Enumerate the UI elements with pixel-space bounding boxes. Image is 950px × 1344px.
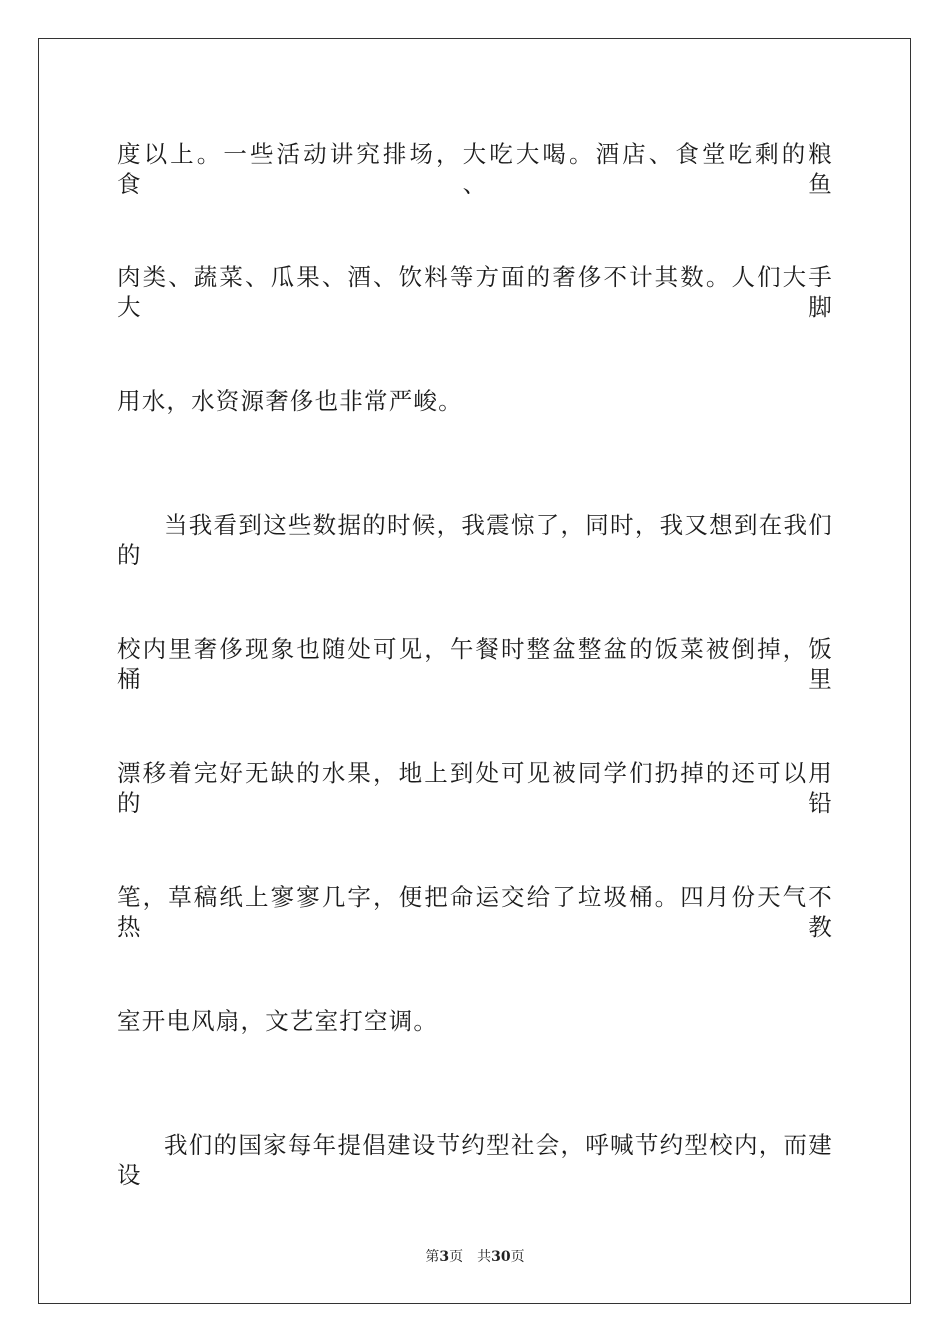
text-line-3: 用水，水资源奢侈也非常严峻。 — [117, 387, 463, 415]
text-line-7: 笔，草稿纸上寥寥几字，便把命运交给了垃圾桶。四月份天气不热教 — [117, 883, 833, 941]
total-suffix: 页 — [510, 1249, 525, 1265]
text-line-6: 漂移着完好无缺的水果，地上到处可见被同学们扔掉的还可以用的铅 — [117, 759, 833, 817]
text-line-8: 室开电风扇，文艺室打空调。 — [117, 1007, 439, 1035]
total-prefix: 共 — [477, 1249, 492, 1265]
text-line-1: 度以上。一些活动讲究排场，大吃大喝。酒店、食堂吃剩的粮食、鱼 — [117, 140, 833, 198]
text-line-4: 当我看到这些数据的时候，我震惊了，同时，我又想到在我们的 — [117, 511, 833, 569]
text-line-9: 我们的国家每年提倡建设节约型社会，呼喊节约型校内，而建设 — [117, 1131, 833, 1189]
page-number: 3 — [439, 1249, 450, 1265]
text-line-5: 校内里奢侈现象也随处可见，午餐时整盆整盆的饭菜被倒掉，饭桶里 — [117, 635, 833, 693]
page-prefix: 第 — [425, 1249, 440, 1265]
page-suffix: 页 — [449, 1249, 464, 1265]
page-footer — [0, 1248, 950, 1266]
total-pages: 30 — [491, 1249, 511, 1265]
text-line-2: 肉类、蔬菜、瓜果、酒、饮料等方面的奢侈不计其数。人们大手大脚 — [117, 263, 833, 321]
